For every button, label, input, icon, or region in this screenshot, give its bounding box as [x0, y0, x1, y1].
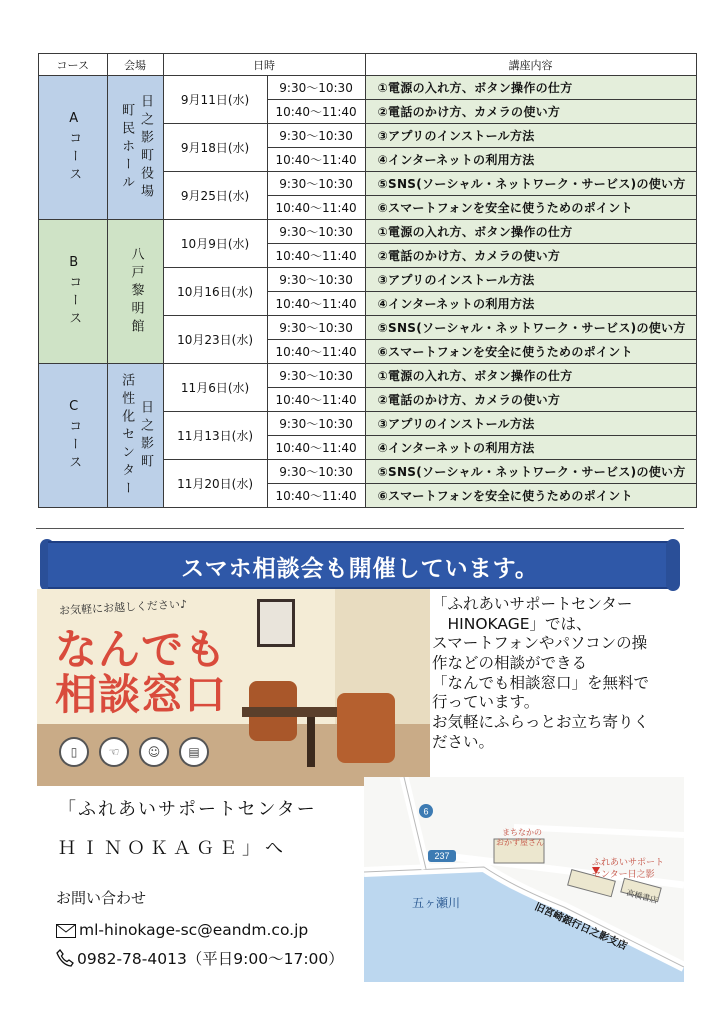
time-cell: 10:40～11:40	[267, 196, 365, 220]
content-cell: ⑥スマートフォンを安全に使うためのポイント	[365, 340, 696, 364]
center-label-line1: ふれあいサポート	[592, 858, 665, 868]
schedule-table	[38, 53, 697, 508]
table-row	[39, 220, 697, 244]
venue-cell	[107, 220, 163, 364]
description-line: 「なんでも相談窓口」を無料で	[432, 673, 650, 692]
content-cell: ④インターネットの利用方法	[365, 148, 696, 172]
table-leg	[307, 717, 315, 767]
time-cell: 9:30～10:30	[267, 220, 365, 244]
content-cell: ③アプリのインストール方法	[365, 412, 696, 436]
route-6-label: 6	[423, 806, 429, 817]
center-label-line2: センター日之影	[592, 870, 655, 880]
time-cell: 10:40～11:40	[267, 484, 365, 508]
email-address[interactable]: ml-hinokage-sc@eandm.co.jp	[79, 921, 309, 939]
course-cell	[39, 364, 108, 508]
time-cell: 10:40～11:40	[267, 292, 365, 316]
venue-cell	[107, 364, 163, 508]
access-map	[364, 777, 684, 982]
date-cell: 11月20日(水)	[163, 460, 267, 508]
phone-icon	[56, 949, 74, 967]
bookstore-label: 高橋書店	[625, 888, 659, 906]
description-line: ださい。	[432, 732, 495, 751]
venue-name: 日之影町	[137, 399, 153, 472]
time-cell: 9:30～10:30	[267, 76, 365, 100]
consultation-description	[432, 595, 682, 752]
venue-name: 活性化センター	[119, 372, 135, 499]
content-cell: ②電話のかけ方、カメラの使い方	[365, 244, 696, 268]
contact-center-line2: ＨＩＮＯＫＡＧＥ」へ	[58, 838, 288, 859]
venue-name: 八戸黎明館	[128, 246, 144, 337]
route-237-label: 237	[434, 851, 450, 861]
content-cell: ④インターネットの利用方法	[365, 292, 696, 316]
consultation-banner	[40, 541, 680, 589]
inquiry-label: お問い合わせ	[56, 889, 147, 907]
header-course: コース	[39, 54, 108, 76]
envelope-icon	[56, 924, 76, 938]
bank-label: 旧宮崎銀行日之影支店	[532, 901, 629, 953]
date-cell: 11月13日(水)	[163, 412, 267, 460]
time-cell: 9:30～10:30	[267, 316, 365, 340]
chair-front	[337, 693, 395, 763]
smartphone-icon: ▯	[59, 737, 89, 767]
date-cell: 9月18日(水)	[163, 124, 267, 172]
section-divider	[36, 528, 684, 529]
date-cell: 10月16日(水)	[163, 268, 267, 316]
time-cell: 9:30～10:30	[267, 412, 365, 436]
hand-phone-icon: ☜	[99, 737, 129, 767]
time-cell: 10:40～11:40	[267, 436, 365, 460]
header-content: 講座内容	[365, 54, 696, 76]
illustration-title-line1: なんでも	[55, 625, 228, 674]
contact-center-line1: 「ふれあいサポートセンター	[58, 799, 317, 820]
person-icon: ☺	[139, 737, 169, 767]
time-cell: 9:30～10:30	[267, 124, 365, 148]
content-cell: ⑥スマートフォンを安全に使うためのポイント	[365, 196, 696, 220]
date-cell: 11月6日(水)	[163, 364, 267, 412]
course-cell	[39, 76, 108, 220]
time-cell: 9:30～10:30	[267, 172, 365, 196]
content-cell: ①電源の入れ方、ボタン操作の仕方	[365, 220, 696, 244]
table-row	[39, 76, 697, 100]
content-cell: ⑤SNS(ソーシャル・ネットワーク・サービス)の使い方	[365, 316, 696, 340]
shop1-label-line2: おかず屋さん	[496, 838, 544, 847]
phone-line	[56, 947, 344, 969]
illustration-title	[55, 627, 227, 718]
time-cell: 9:30～10:30	[267, 268, 365, 292]
illustration-title-line2: 相談窓口	[55, 670, 228, 720]
table-header-row	[39, 54, 697, 76]
content-cell: ④インターネットの利用方法	[365, 436, 696, 460]
phone-number[interactable]: 0982-78-4013（平日9:00～17:00）	[77, 950, 344, 968]
time-cell: 10:40～11:40	[267, 100, 365, 124]
date-cell: 9月25日(水)	[163, 172, 267, 220]
description-line: 行っています。	[432, 693, 540, 712]
document-icon: ▤	[179, 737, 209, 767]
date-cell: 9月11日(水)	[163, 76, 267, 124]
content-cell: ②電話のかけ方、カメラの使い方	[365, 388, 696, 412]
content-cell: ⑥スマートフォンを安全に使うためのポイント	[365, 484, 696, 508]
banner-text: スマホ相談会も開催しています。	[181, 556, 539, 582]
content-cell: ⑤SNS(ソーシャル・ネットワーク・サービス)の使い方	[365, 460, 696, 484]
river-label: 五ヶ瀬川	[412, 896, 461, 910]
date-cell: 10月23日(水)	[163, 316, 267, 364]
description-line: スマートフォンやパソコンの操	[432, 634, 648, 653]
table-row	[39, 364, 697, 388]
description-line: お気軽にふらっとお立ち寄りく	[432, 713, 650, 732]
email-line	[56, 921, 308, 939]
content-cell: ③アプリのインストール方法	[365, 124, 696, 148]
description-line: HINOKAGE」では、	[432, 614, 592, 633]
picture-frame	[257, 599, 295, 647]
illustration-hint: お気軽にお越しください♪	[58, 597, 188, 618]
course-name: Bコース	[66, 254, 82, 329]
content-cell: ③アプリのインストール方法	[365, 268, 696, 292]
venue-name: 町民ホール	[119, 102, 135, 193]
venue-cell	[107, 76, 163, 220]
time-cell: 10:40～11:40	[267, 388, 365, 412]
header-datetime: 日時	[163, 54, 365, 76]
venue-name: 日之影町役場	[137, 93, 153, 202]
time-cell: 10:40～11:40	[267, 340, 365, 364]
description-line: 「ふれあいサポートセンター	[432, 595, 633, 613]
course-cell	[39, 220, 108, 364]
time-cell: 9:30～10:30	[267, 460, 365, 484]
content-cell: ①電源の入れ方、ボタン操作の仕方	[365, 76, 696, 100]
content-cell: ②電話のかけ方、カメラの使い方	[365, 100, 696, 124]
consultation-illustration	[37, 589, 430, 786]
course-name: Aコース	[66, 110, 82, 185]
course-name: Cコース	[66, 398, 82, 473]
date-cell: 10月9日(水)	[163, 220, 267, 268]
time-cell: 10:40～11:40	[267, 148, 365, 172]
time-cell: 9:30～10:30	[267, 364, 365, 388]
content-cell: ⑤SNS(ソーシャル・ネットワーク・サービス)の使い方	[365, 172, 696, 196]
content-cell: ①電源の入れ方、ボタン操作の仕方	[365, 364, 696, 388]
description-line: 作などの相談ができる	[432, 654, 588, 673]
header-venue: 会場	[107, 54, 163, 76]
shop1-label-line1: まちなかの	[502, 828, 542, 837]
time-cell: 10:40～11:40	[267, 244, 365, 268]
